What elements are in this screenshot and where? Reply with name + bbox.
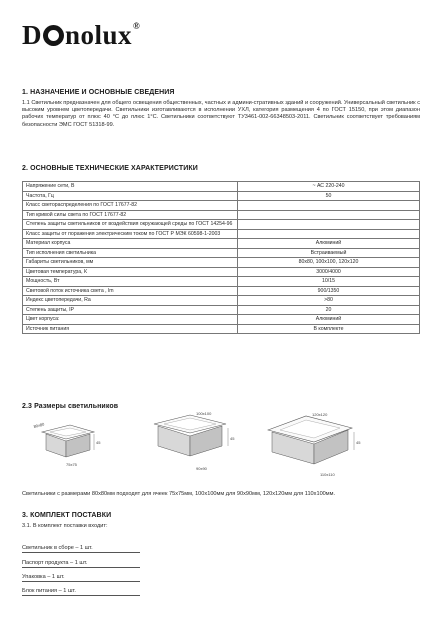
specs-table-body <box>23 182 420 334</box>
spec-row <box>23 220 420 230</box>
spec-value <box>238 201 420 211</box>
spec-value <box>238 220 420 230</box>
spec-value: 50 <box>238 191 420 201</box>
spec-label: Класс светораспределения по ГОСТ 17677-82 <box>23 201 238 211</box>
spec-row <box>23 239 420 249</box>
spec-value: >80 <box>238 296 420 306</box>
spec-label: Цветовая температура, К <box>23 267 238 277</box>
dim-top-120: 120x120 <box>312 412 328 417</box>
sizes-caption: Светильники с размерами 80х80мм подходят для ячеек 75х75мм, 100х100мм для 90х90мм, 120х120мм для 110х100мм. <box>22 491 336 497</box>
registered-mark: ® <box>133 21 141 31</box>
brand-logo <box>22 22 140 49</box>
luminaire-100-drawing <box>140 410 240 476</box>
spec-value <box>238 229 420 239</box>
spec-value: 80х80, 100х100, 120х120 <box>238 258 420 268</box>
spec-row <box>23 210 420 220</box>
spec-label: Степень защиты, IP <box>23 305 238 315</box>
spec-label: Источник питания <box>23 324 238 334</box>
spec-value: Алюминий <box>238 239 420 249</box>
spec-row <box>23 182 420 192</box>
spec-value: 3000/4000 <box>238 267 420 277</box>
spec-value: В комплекте <box>238 324 420 334</box>
spec-row <box>23 191 420 201</box>
dim-bottom-80: 75x75 <box>66 462 77 467</box>
kit-item: Паспорт продукта – 1 шт. <box>22 560 140 568</box>
spec-label: Световой поток источника света , lm <box>23 286 238 296</box>
kit-intro: 3.1. В комплект поставки входит: <box>22 523 108 529</box>
dim-bottom-100: 90x90 <box>196 466 207 471</box>
brand-logo-suffix: nolux <box>65 20 133 50</box>
spec-row <box>23 315 420 325</box>
spec-row <box>23 248 420 258</box>
spec-label: Материал корпуса <box>23 239 238 249</box>
spec-label: Индекс цветопередачи, Ra <box>23 296 238 306</box>
kit-item: Упаковка – 1 шт. <box>22 574 140 582</box>
dim-top-100: 100x100 <box>196 411 212 416</box>
dim-side-100: 45 <box>230 436 235 441</box>
brand-logo-prefix: D <box>22 20 42 50</box>
spec-label: Напряжение сети, В <box>23 182 238 192</box>
spec-row <box>23 286 420 296</box>
spec-label: Цвет корпуса: <box>23 315 238 325</box>
spec-value: 20 <box>238 305 420 315</box>
spec-label: Мощность, Вт <box>23 277 238 287</box>
spec-value: Встраиваемый <box>238 248 420 258</box>
spec-row <box>23 201 420 211</box>
section-2-3-heading: 2.3 Размеры светильников <box>22 403 119 410</box>
dim-bottom-120: 110x110 <box>320 472 335 477</box>
kit-item: Светильник в сборе – 1 шт. <box>22 545 140 553</box>
kit-item: Блок питания – 1 шт. <box>22 588 140 596</box>
spec-row <box>23 296 420 306</box>
spec-label: Тип кривой силы света по ГОСТ 17677-82 <box>23 210 238 220</box>
spec-label: Тип исполнения светильника <box>23 248 238 258</box>
sun-icon <box>43 25 64 46</box>
specs-table <box>22 181 420 334</box>
section-3-heading: 3. КОМПЛЕКТ ПОСТАВКИ <box>22 512 112 519</box>
dim-top-80: 80x80 <box>33 421 45 429</box>
dim-side-120: 45 <box>356 440 361 445</box>
spec-row <box>23 324 420 334</box>
spec-value: 900/1350 <box>238 286 420 296</box>
spec-value: Алюминий <box>238 315 420 325</box>
section-2-heading: 2. ОСНОВНЫЕ ТЕХНИЧЕСКИЕ ХАРАКТЕРИСТИКИ <box>22 165 198 172</box>
spec-label: Габариты светильников, мм <box>23 258 238 268</box>
section-1-heading: 1. НАЗНАЧЕНИЕ И ОСНОВНЫЕ СВЕДЕНИЯ <box>22 89 175 96</box>
spec-value: 10/15 <box>238 277 420 287</box>
spec-label: Степень защиты светильников от воздействия окружающей среды по ГОСТ 14254-96 <box>23 220 238 230</box>
dim-side-80: 45 <box>96 440 101 445</box>
spec-label: Класс защиты от поражения электрическим током по ГОСТ Р МЭК 60598-1-2003 <box>23 229 238 239</box>
spec-value <box>238 210 420 220</box>
spec-row <box>23 305 420 315</box>
spec-row <box>23 229 420 239</box>
luminaire-120-drawing <box>258 410 368 482</box>
spec-value: ~ АС 220-240 <box>238 182 420 192</box>
luminaire-80-drawing <box>30 420 102 472</box>
section-1-text: 1.1 Светильник предназначен для общего освещения общественных, частных и админи-стративных зданий и сооружений. Универсальный светильник с высоким уровнем цветопередачи. Светильники изготавливаются в исполнении УХЛ, категория размещения 4 по ГОСТ 15150, при этом диапазон рабочих температур от плюс 40 °С до плюс 1°С. Светильники соответствуют ТУ3461-002-66348503-2011. Светильник соответствует требованиям безопасности ЭМС ГОСТ 51318-99. <box>22 100 420 128</box>
spec-row <box>23 277 420 287</box>
spec-label: Частота, Гц <box>23 191 238 201</box>
spec-row <box>23 258 420 268</box>
spec-row <box>23 267 420 277</box>
